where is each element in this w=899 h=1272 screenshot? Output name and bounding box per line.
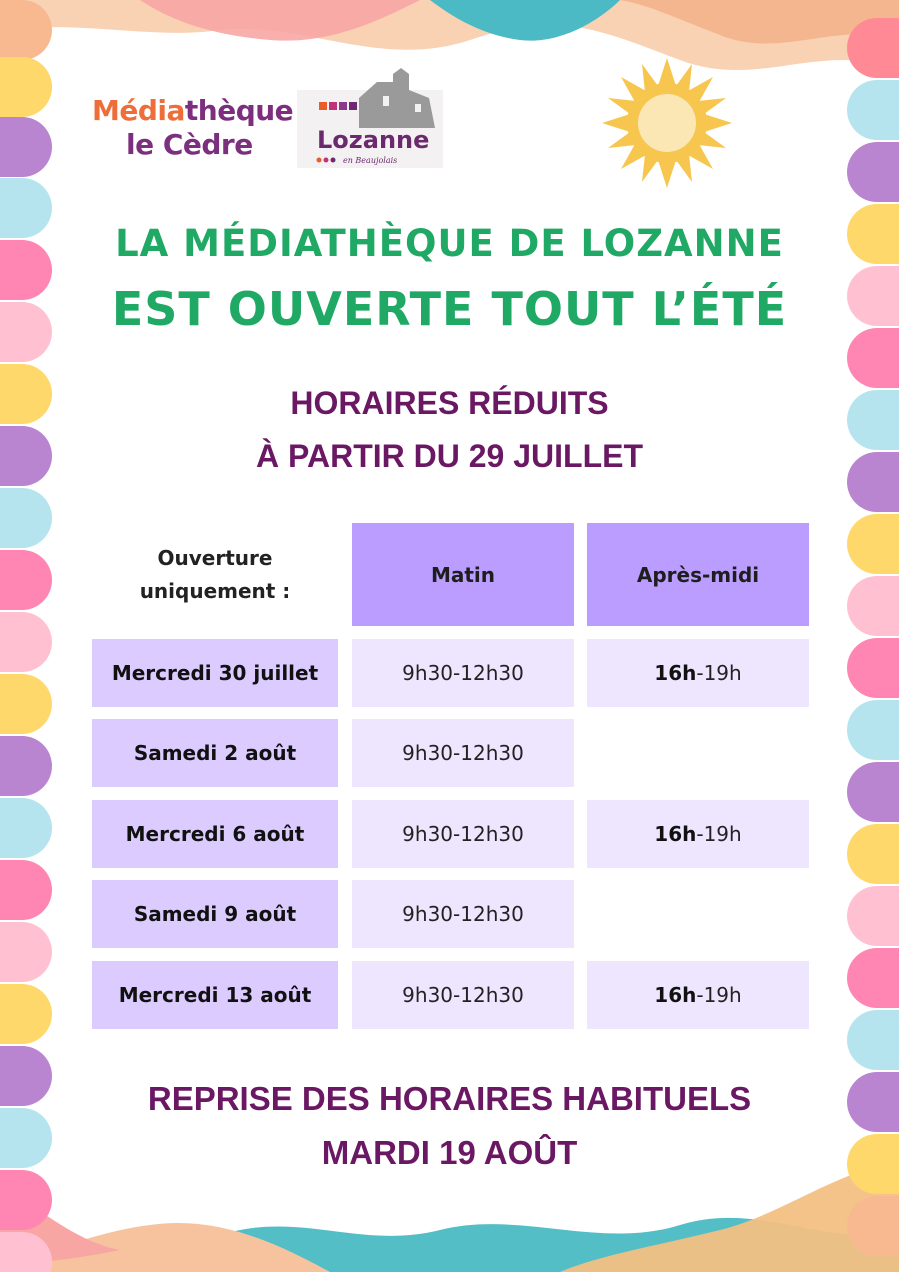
lozanne-subtitle: en Beaujolais [343, 156, 398, 165]
logo-word-media: Média [92, 94, 185, 127]
lozanne-logo [297, 68, 443, 168]
table-cell-matin: 9h30-12h30 [352, 961, 574, 1029]
apres-midi-start: 16h [654, 822, 697, 846]
table-row-day: Samedi 2 août [92, 719, 338, 787]
table-row-label [92, 540, 338, 610]
label-line-1: Ouverture [157, 546, 273, 570]
column-header-matin: Matin [352, 523, 574, 626]
table-row-day: Mercredi 6 août [92, 800, 338, 868]
label-line-2: uniquement : [139, 579, 291, 603]
table-cell-apres-midi [587, 639, 809, 707]
table-cell-matin: 9h30-12h30 [352, 800, 574, 868]
logo-line-1 [92, 94, 293, 128]
apres-midi-end: -19h [696, 983, 742, 1007]
table-cell-matin: 9h30-12h30 [352, 880, 574, 948]
table-cell-matin: 9h30-12h30 [352, 639, 574, 707]
apres-midi-end: -19h [696, 661, 742, 685]
apres-midi-start: 16h [654, 661, 697, 685]
subtitle-line-1: HORAIRES RÉDUITS [290, 385, 609, 421]
lozanne-name: Lozanne [317, 126, 430, 154]
table-cell-apres-midi [587, 800, 809, 868]
column-header-apres-midi: Après-midi [587, 523, 809, 626]
sun-icon [600, 56, 734, 190]
apres-midi-end: -19h [696, 822, 742, 846]
mediatheque-logo [92, 94, 293, 162]
table-cell-matin: 9h30-12h30 [352, 719, 574, 787]
table-cell-apres-midi [587, 961, 809, 1029]
table-row-day: Samedi 9 août [92, 880, 338, 948]
table-row-day: Mercredi 30 juillet [92, 639, 338, 707]
logo-line-2: le Cèdre [126, 128, 253, 161]
table-row-day: Mercredi 13 août [92, 961, 338, 1029]
headline-line-2: EST OUVERTE TOUT L’ÉTÉ [111, 282, 788, 336]
subtitle-line-2: À PARTIR DU 29 JUILLET [256, 438, 643, 474]
reprise-line-2: MARDI 19 AOÛT [321, 1134, 578, 1171]
logo-word-theque: thèque [184, 94, 294, 127]
reprise-line-1: REPRISE DES HORAIRES HABITUELS [147, 1080, 752, 1117]
headline-line-1: LA MÉDIATHÈQUE DE LOZANNE [115, 222, 784, 265]
apres-midi-start: 16h [654, 983, 697, 1007]
